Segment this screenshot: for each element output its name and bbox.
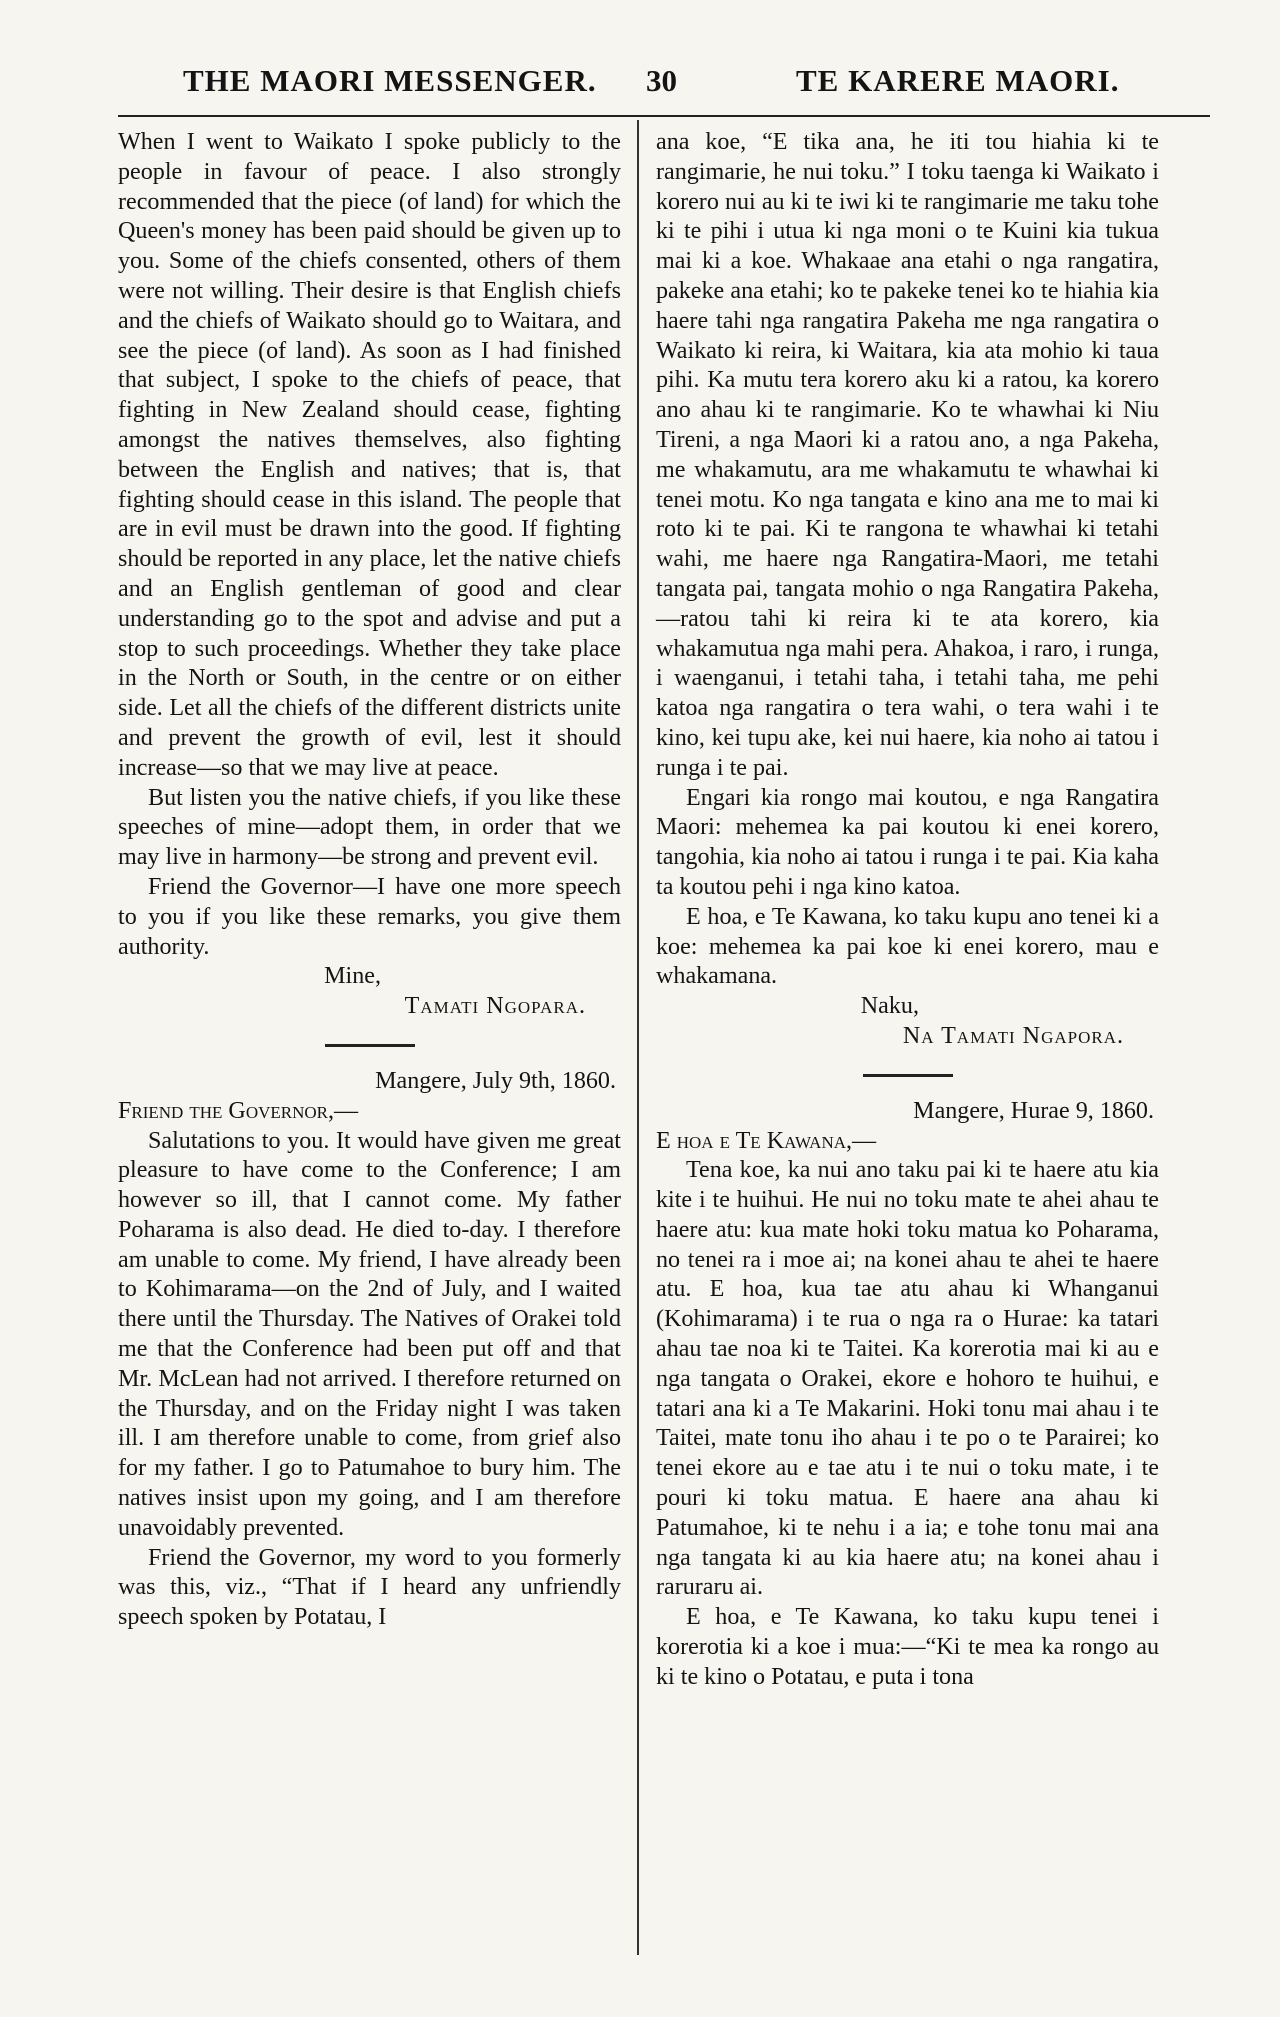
paragraph: Engari kia rongo mai koutou, e nga Rangatira Maori: mehemea ka pai koutou ki enei korero, tangohia, kia noho ai tatou i runga i te pai. Kia kaha ta koutou pehi i nga kino katoa. [656,784,1159,900]
section-separator [325,1044,415,1047]
page-number: 30 [646,63,677,98]
paragraph: When I went to Waikato I spoke publicly to the people in favour of peace. I also strongly recommended that the piece (of land) for which the Queen's money has been paid should be given up to you. Some of the chiefs consented, others of them were not willing. Their desire is that English chiefs and the chiefs of Waikato should go to Waitara, and see the piece (of land). As soon as I had finished that subject, I spoke to the chiefs of peace, that fighting in New Zealand should cease, fighting amongst the natives themselves, also fighting between the English and natives; that is, that fighting should cease in this island. The people that are in evil must be drawn into the good. If fighting should be reported in any place, let the native chiefs and an English gentleman of good and clear understanding go to the spot and advise and put a stop to such proceedings. Whether they take place in the North or South, in the centre or on either side. Let all the chiefs of the different districts unite and prevent the growth of evil, lest it should increase—so that we may live at peace. [118,129,621,781]
paragraph: Salutations to you. It would have given me great pleasure to have come to the Conference; I am however so ill, that I cannot come. My father Poharama is also dead. He died to-day. I therefore am unable to come. My friend, I have already been to Kohimarama—on the 2nd of July, and I waited there until the Thursday. The Natives of Orakei told me that the Conference had been put off and that Mr. McLean had not arrived. I therefore returned on the Thursday, and on the Friday night I was taken ill. I am therefore unable to come, from grief also for my father. I go to Patumahoe to bury him. The natives insist upon my going, and I am therefore unavoidably prevented. [118,1127,621,1541]
header-rule [118,115,1210,117]
paragraph: E hoa, e Te Kawana, ko taku kupu ano tenei ki a koe: mehemea ka pai koe ki enei korero, mau e whakamana. [656,903,1159,990]
maori-column [656,128,1159,1693]
paragraph: Friend the Governor—I have one more speech to you if you like these remarks, you give them authority. [118,873,621,960]
signature-closing: Mine, [324,963,381,990]
letter-greeting: Friend the Governor,— [118,1097,359,1124]
paragraph: But listen you the native chiefs, if you like these speeches of mine—adopt them, in order that we may live in harmony—be strong and prevent evil. [118,784,621,871]
letter-dateline: Mangere, Hurae 9, 1860. [913,1097,1154,1124]
masthead-maori: TE KARERE MAORI. [796,63,1120,98]
signature-name: Tamati Ngopara. [404,993,586,1020]
english-column [118,128,621,1633]
paragraph: ana koe, “E tika ana, he iti tou hiahia ki te rangimarie, he nui toku.” I toku taenga ki Waikato i korero nui au ki te iwi ki te rangimarie me taku tohe ki te pihi i utua ki nga moni o te Kuini kia tukua mai ki a koe. Whakaae ana etahi o nga rangatira, pakeke ana etahi; ko te pakeke tenei ko te hiahia kia haere tahi nga rangatira Pakeha me nga rangatira o Waikato ki reira, ki Waitara, kia ata mohio ki taua pihi. Ka mutu tera korero aku ki a ratou, ka korero ano ahau ki te rangimarie. Ko te whawhai ki Niu Tireni, a nga Maori ki a ratou ano, a nga Pakeha, me whakamutu, ara me whakamutu te whawhai ki tenei motu. Ko nga tangata e kino ana me to mai ki roto ki te pai. Ki te rangona te whawhai ki tetahi wahi, me haere nga Rangatira-Maori, me tetahi tangata pai, tangata mohio o nga Rangatira Pakeha, —ratou tahi ki reira ki te ata korero, kia whakamutua nga mahi pera. Ahakoa, i raro, i runga, i waenganui, i tetahi taha, i tetahi taha, me pehi katoa nga rangatira o tera wahi, o tera wahi i te kino, kei tupu ake, kei nui haere, kia noho ai tatou i runga i te pai. [656,129,1159,781]
page-header [0,55,1280,115]
signature-name: Na Tamati Ngapora. [902,1022,1124,1049]
letter-dateline: Mangere, July 9th, 1860. [375,1067,616,1094]
paragraph: E hoa, e Te Kawana, ko taku kupu tenei i korerotia ki a koe i mua:—“Ki te mea ka rongo au ki te kino o Potatau, e puta i tona [656,1604,1159,1690]
signature-closing: Naku, [860,993,919,1020]
paragraph: Tena koe, ka nui ano taku pai ki te haere atu kia kite i te huihui. He nui no toku mate te ahei ahau te haere atu: kua mate hoki toku matua ko Poharama, no tenei ra i moe ai; na konei ahau te ahei te haere atu. E hoa, kua tae atu ahau ki Whanganui (Kohimarama) i te rua o nga ra o Hurae: ka tatari ahau tae noa ki te Taitei. Ka korerotia mai ki au e nga tangata o Orakei, ekore e hohoro te huihui, e tatari ana ki a Te Makarini. Hoki tonu mai ahau i te Taitei, mate tonu iho ahau i te po o te Parairei; ko tenei ekore au e tae atu i te nui o toku mate, i te pouri ki toku matua. E haere ana ahau ki Patumahoe, ki te nehu i a ia; e tohe tonu mai ana nga tangata ki au kia haere atu; na konei ahau i raruraru ai. [656,1157,1159,1601]
letter-greeting: E hoa e Te Kawana,— [656,1127,877,1154]
masthead-english: THE MAORI MESSENGER. [183,63,597,98]
paragraph: Friend the Governor, my word to you formerly was this, viz., “That if I heard any unfriendly speech spoken by Potatau, I [118,1544,621,1631]
section-separator [863,1074,953,1077]
column-divider [637,120,639,1955]
